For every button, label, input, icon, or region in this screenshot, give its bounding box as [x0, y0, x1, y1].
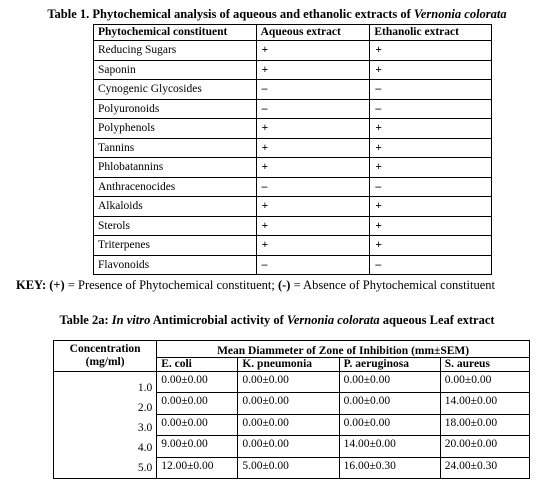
inhibition-value-cell: 20.00±0.00: [440, 436, 529, 457]
table1-row: [94, 177, 492, 197]
table2-title-invitro: In vitro: [111, 313, 151, 327]
table1-row: [94, 216, 492, 236]
inhibition-value-cell: 0.00±0.00: [339, 414, 440, 435]
inhibition-value-cell: 0.00±0.00: [440, 372, 529, 393]
constituent-cell: Cynogenic Glycosides: [94, 80, 257, 100]
table2-title: [0, 313, 554, 328]
ethanolic-cell: +: [370, 216, 492, 236]
ethanolic-cell: –: [370, 99, 492, 119]
concentration-value: 5.0: [137, 462, 153, 474]
table1-title-species: Vernonia colorata: [413, 7, 507, 21]
table1-header-constituent: Phytochemical constituent: [94, 25, 257, 41]
phytochemical-table: [93, 24, 492, 275]
constituent-cell: Flavonoids: [94, 255, 257, 275]
ethanolic-cell: –: [370, 255, 492, 275]
ethanolic-cell: +: [370, 236, 492, 256]
table1-header-ethanolic: Ethanolic extract: [370, 25, 492, 41]
constituent-cell: Tannins: [94, 138, 257, 158]
concentration-value: 1.0: [137, 382, 153, 394]
aqueous-cell: +: [256, 236, 370, 256]
key-presence: = Presence of Phytochemical constituent;: [67, 278, 278, 292]
table1-row: [94, 99, 492, 119]
table1-row: [94, 41, 492, 61]
inhibition-value-cell: 24.00±0.30: [440, 457, 529, 478]
concentration-value: 3.0: [137, 422, 153, 434]
table1-row: [94, 236, 492, 256]
aqueous-cell: +: [256, 119, 370, 139]
inhibition-value-cell: 9.00±0.00: [157, 436, 238, 457]
ethanolic-cell: –: [370, 177, 492, 197]
aqueous-cell: +: [256, 41, 370, 61]
constituent-cell: Phlobatannins: [94, 158, 257, 178]
table2-header-concentration: Concentration (mg/ml): [54, 341, 157, 372]
concentration-value: 4.0: [137, 442, 153, 454]
aqueous-cell: +: [256, 216, 370, 236]
inhibition-value-cell: 12.00±0.00: [157, 457, 238, 478]
inhibition-value-cell: 0.00±0.00: [157, 372, 238, 393]
table2-title-species: Vernonia colorata: [286, 313, 380, 327]
ethanolic-cell: +: [370, 158, 492, 178]
ethanolic-cell: +: [370, 119, 492, 139]
inhibition-value-cell: 14.00±0.00: [440, 393, 529, 414]
table2-header-paeruginosa: P. aeruginosa: [339, 358, 440, 372]
key-minus: (-): [277, 278, 294, 292]
inhibition-value-cell: 18.00±0.00: [440, 414, 529, 435]
constituent-cell: Reducing Sugars: [94, 41, 257, 61]
table1-row: [94, 80, 492, 100]
constituent-cell: Triterpenes: [94, 236, 257, 256]
aqueous-cell: –: [256, 255, 370, 275]
aqueous-cell: –: [256, 80, 370, 100]
constituent-cell: Anthracenocides: [94, 177, 257, 197]
table1-key: [16, 278, 495, 293]
aqueous-cell: +: [256, 158, 370, 178]
ethanolic-cell: +: [370, 41, 492, 61]
table1-header-row: [94, 25, 492, 41]
ethanolic-cell: –: [370, 80, 492, 100]
inhibition-value-cell: 0.00±0.00: [238, 372, 339, 393]
table1-row: [94, 60, 492, 80]
table1-title-text: Table 1. Phytochemical analysis of aqueous and ethanolic extracts of: [47, 7, 414, 21]
inhibition-value-cell: 0.00±0.00: [238, 414, 339, 435]
antimicrobial-table: [53, 340, 530, 479]
table1-row: [94, 119, 492, 139]
inhibition-value-cell: 0.00±0.00: [157, 414, 238, 435]
inhibition-value-cell: 5.00±0.00: [238, 457, 339, 478]
table1-row: [94, 158, 492, 178]
table1-header-aqueous: Aqueous extract: [256, 25, 370, 41]
table2-title-mid: Antimicrobial activity of: [150, 313, 287, 327]
concentration-cell: [54, 372, 157, 479]
ethanolic-cell: +: [370, 197, 492, 217]
table1-title: [0, 7, 554, 22]
ethanolic-cell: +: [370, 138, 492, 158]
inhibition-value-cell: 0.00±0.00: [238, 436, 339, 457]
key-absence: = Absence of Phytochemical constituent: [293, 278, 496, 292]
inhibition-value-cell: 0.00±0.00: [339, 372, 440, 393]
table1-row: [94, 197, 492, 217]
table2-title-prefix: Table 2a:: [59, 313, 112, 327]
inhibition-value-cell: 16.00±0.30: [339, 457, 440, 478]
aqueous-cell: +: [256, 197, 370, 217]
constituent-cell: Polyphenols: [94, 119, 257, 139]
table1-row: [94, 138, 492, 158]
key-label: KEY: (+): [16, 278, 68, 292]
table1-row: [94, 255, 492, 275]
inhibition-value-cell: 14.00±0.00: [339, 436, 440, 457]
table2-header-kpneumonia: K. pneumonia: [238, 358, 339, 372]
constituent-cell: Polyuronoids: [94, 99, 257, 119]
table2-header-saureus: S. aureus: [440, 358, 529, 372]
inhibition-value-cell: 0.00±0.00: [339, 393, 440, 414]
constituent-cell: Sterols: [94, 216, 257, 236]
table2-title-suffix: aqueous Leaf extract: [379, 313, 495, 327]
aqueous-cell: –: [256, 177, 370, 197]
table2-row: [54, 372, 530, 393]
inhibition-value-cell: 0.00±0.00: [238, 393, 339, 414]
inhibition-value-cell: 0.00±0.00: [157, 393, 238, 414]
aqueous-cell: –: [256, 99, 370, 119]
table2-header-ecoli: E. coli: [157, 358, 238, 372]
constituent-cell: Saponin: [94, 60, 257, 80]
ethanolic-cell: +: [370, 60, 492, 80]
table2-header-mean: Mean Diammeter of Zone of Inhibition (mm±SEM): [157, 341, 530, 358]
concentration-value: 2.0: [137, 402, 153, 414]
constituent-cell: Alkaloids: [94, 197, 257, 217]
aqueous-cell: +: [256, 60, 370, 80]
aqueous-cell: +: [256, 138, 370, 158]
